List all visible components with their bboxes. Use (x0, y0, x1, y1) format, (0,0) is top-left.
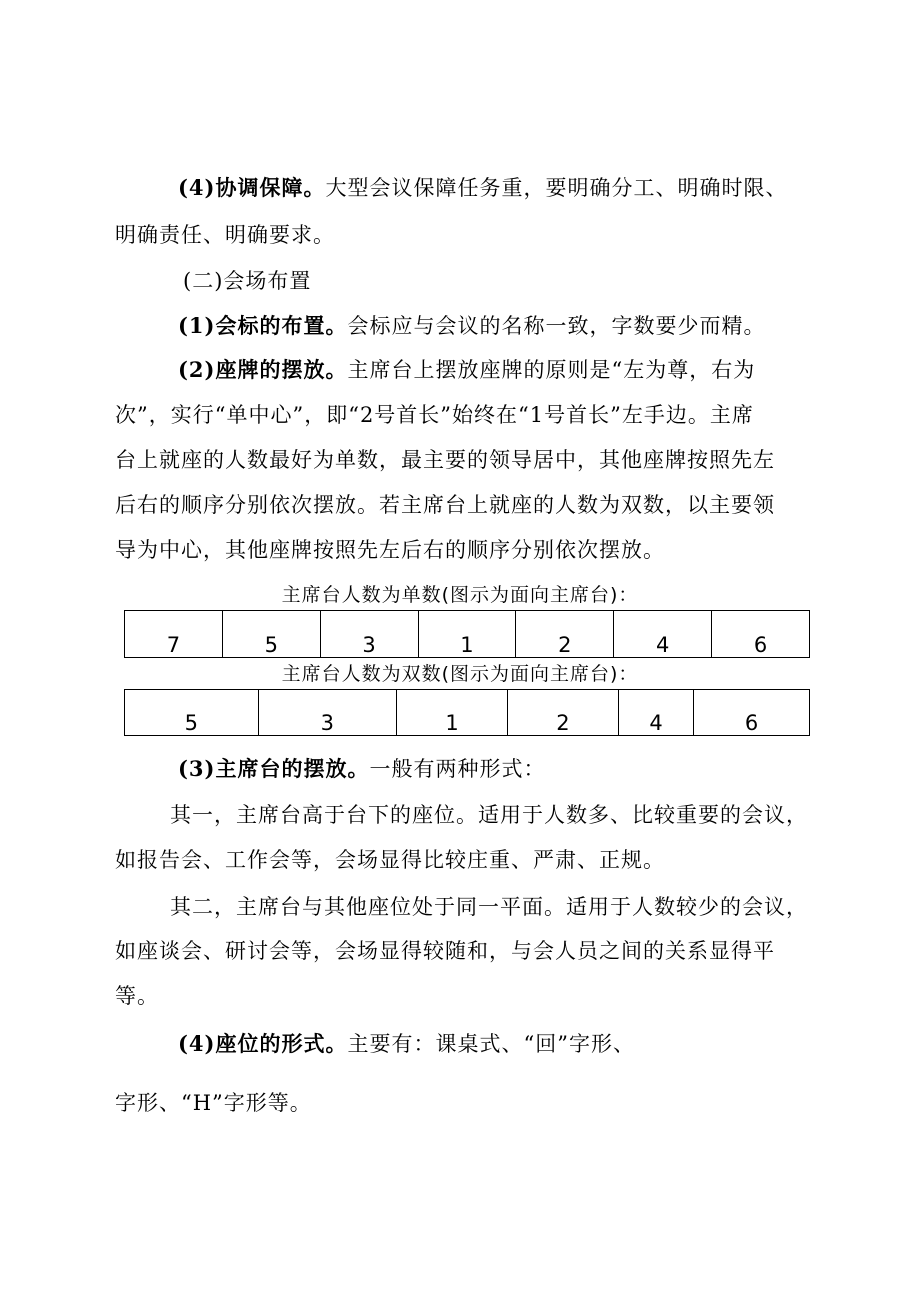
seat-cell: 3 (258, 690, 397, 736)
seat-cell: 7 (125, 611, 223, 658)
odd-seating-caption: 主席台人数为单数(图示为面向主席台)： (281, 584, 639, 606)
seat-cell: 4 (614, 611, 712, 658)
seat-cell: 2 (508, 690, 619, 736)
paragraph-seat-forms-line2: 字形、“H”字形等。 (115, 1091, 312, 1115)
paragraph-nameplate-line3: 台上就座的人数最好为单数，最主要的领导居中，其他座牌按照先左 (115, 448, 775, 472)
paragraph-rostrum: (3)主席台的摆放。一般有两种形式： (178, 756, 546, 781)
seat-cell: 6 (712, 611, 810, 658)
paragraph-nameplate-line2: 次”，实行“单中心”，即“2号首长”始终在“1号首长”左手边。主席 (115, 403, 754, 427)
seat-cell: 5 (125, 690, 259, 736)
paragraph-form-one-line2: 如报告会、工作会等，会场显得比较庄重、严肃、正规。 (115, 848, 665, 872)
even-seating-table (124, 689, 810, 736)
paragraph-nameplate-line4: 后右的顺序分别依次摆放。若主席台上就座的人数为双数，以主要领 (115, 493, 775, 517)
seat-cell: 2 (516, 611, 614, 658)
odd-seating-table (124, 610, 810, 658)
seat-cell: 5 (222, 611, 320, 658)
seat-cell: 6 (694, 690, 810, 736)
paragraph-nameplate-line1: (2)座牌的摆放。主席台上摆放座牌的原则是“左为尊，右为 (178, 357, 756, 382)
heading-coordination: (4)协调保障。 (178, 175, 326, 200)
paragraph-coordination-line2: 明确责任、明确要求。 (115, 223, 335, 247)
heading-seat-forms: (4)座位的形式。 (178, 1031, 348, 1056)
seat-cell: 4 (618, 690, 693, 736)
seat-cell: 1 (418, 611, 516, 658)
paragraph-form-two-line1: 其二，主席台与其他座位处于同一平面。适用于人数较少的会议， (170, 895, 808, 919)
heading-rostrum: (3)主席台的摆放。 (178, 756, 370, 781)
paragraph-seat-forms-line1: (4)座位的形式。主要有：课桌式、“回”字形、 (178, 1031, 635, 1056)
paragraph-form-two-line3: 等。 (115, 984, 159, 1008)
paragraph-form-two-line2: 如座谈会、研讨会等，会场显得较随和，与会人员之间的关系显得平 (115, 939, 775, 963)
paragraph-coordination-line1: (4)协调保障。大型会议保障任务重，要明确分工、明确时限、 (178, 175, 788, 200)
heading-banner: (1)会标的布置。 (178, 313, 348, 338)
seat-cell: 3 (320, 611, 418, 658)
paragraph-banner: (1)会标的布置。会标应与会议的名称一致，字数要少而精。 (178, 313, 766, 338)
paragraph-form-one-line1: 其一，主席台高于台下的座位。适用于人数多、比较重要的会议， (170, 803, 808, 827)
heading-nameplate: (2)座牌的摆放。 (178, 357, 348, 382)
even-seating-caption: 主席台人数为双数(图示为面向主席台)： (281, 663, 639, 685)
seat-cell: 1 (397, 690, 508, 736)
paragraph-nameplate-line5: 导为中心，其他座牌按照先左后右的顺序分别依次摆放。 (115, 538, 665, 562)
section-title: (二)会场布置 (183, 269, 312, 293)
